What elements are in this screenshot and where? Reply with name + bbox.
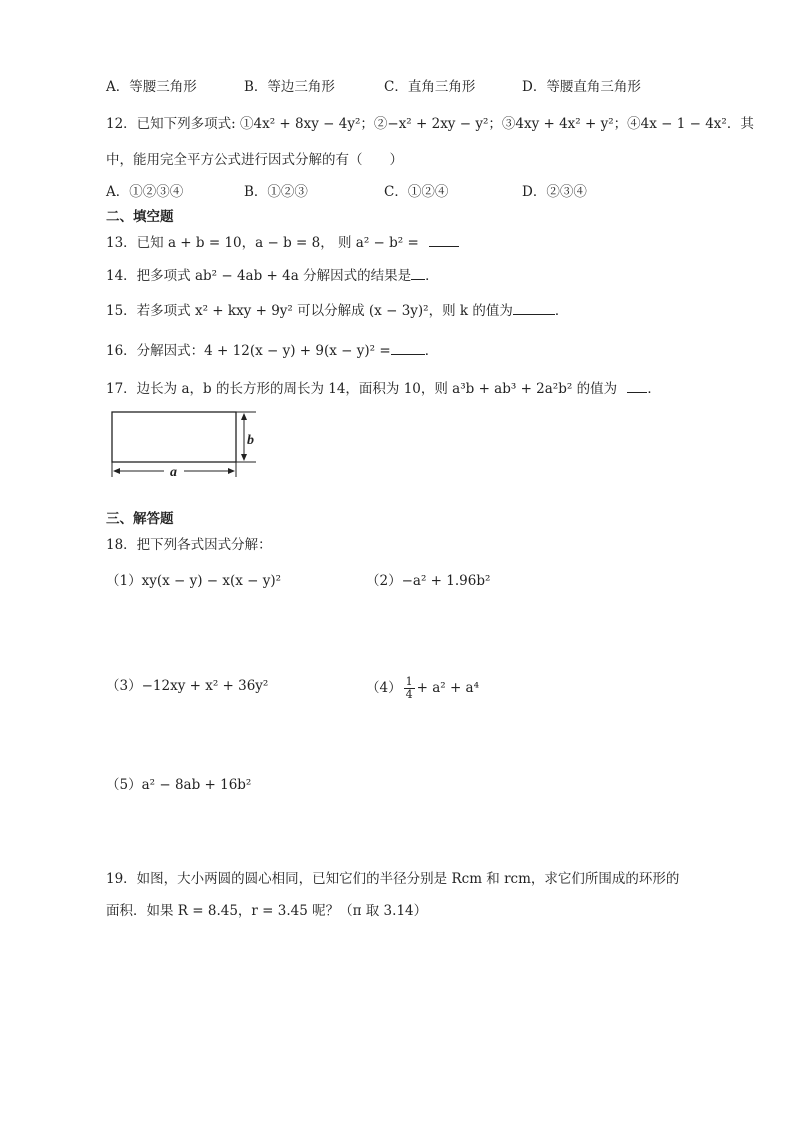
q18-part3: （3）−12xy + x² + 36y² xyxy=(106,678,269,694)
q13-answer-blank[interactable] xyxy=(429,234,459,247)
fraction-numerator: 1 xyxy=(405,675,413,688)
q17-text: 17．边长为 a，b 的长方形的周长为 14，面积为 10，则 a³b + ab³ + 2a²b² 的值为 xyxy=(106,381,618,397)
q11-option-a: A．等腰三角形 xyxy=(106,79,197,95)
q18-part4 xyxy=(366,676,479,701)
q16-end: ． xyxy=(424,343,439,359)
q12-option-a: A．①②③④ xyxy=(106,184,184,200)
q15-answer-blank[interactable] xyxy=(513,302,555,315)
q14-end: ． xyxy=(425,268,439,284)
q11-option-b: B．等边三角形 xyxy=(244,79,335,95)
q17-answer-blank[interactable] xyxy=(627,380,647,393)
q14-text: 14．把多项式 ab² − 4ab + 4a 分解因式的结果是 xyxy=(106,268,412,284)
q12-option-d: D．②③④ xyxy=(522,184,587,200)
q12-option-c: C．①②④ xyxy=(384,184,449,200)
q16 xyxy=(106,341,438,361)
q18-title: 18．把下列各式因式分解： xyxy=(106,537,272,553)
q14-answer-blank[interactable] xyxy=(411,267,425,280)
q16-answer-blank[interactable] xyxy=(391,342,425,355)
q18-part4-rest: + a² + a⁴ xyxy=(416,680,480,696)
q16-text: 16．分解因式：4 + 12(x − y) + 9(x − y)² = xyxy=(106,343,391,359)
b-arrow-down-icon xyxy=(241,454,247,461)
a-arrow-left-icon xyxy=(113,468,120,474)
q18-part2: （2）−a² + 1.96b² xyxy=(366,573,491,589)
q18-part1: （1）xy(x − y) − x(x − y)² xyxy=(106,573,282,589)
q18-part5: （5）a² − 8ab + 16b² xyxy=(106,777,252,793)
section-heading-fill-blank: 二、填空题 xyxy=(106,209,174,225)
q15 xyxy=(106,301,568,321)
fraction-one-quarter xyxy=(404,676,415,701)
q14 xyxy=(106,266,439,286)
rectangle-shape xyxy=(112,412,236,462)
q11-option-c: C．直角三角形 xyxy=(384,79,476,95)
q17 xyxy=(106,379,661,399)
q15-text: 15．若多项式 x² + kxy + 9y² 可以分解成 (x − 3y)²，则 k 的值为 xyxy=(106,303,513,319)
label-b: b xyxy=(247,433,254,448)
q18-part4-label: （4） xyxy=(366,680,402,696)
q19-line1: 19．如图，大小两圆的圆心相同，已知它们的半径分别是 Rcm 和 rcm，求它们所围成的环形的 xyxy=(106,871,680,887)
a-arrow-right-icon xyxy=(228,468,235,474)
label-a: a xyxy=(170,465,177,480)
q12-option-b: B．①②③ xyxy=(244,184,308,200)
q12-stem-line1: 12．已知下列多项式: ①4x² + 8xy − 4y²；②−x² + 2xy − y²；③4xy + 4x² + y²；④4x − 1 − 4x²．其 xyxy=(106,116,754,132)
rectangle-diagram xyxy=(108,409,268,481)
q11-option-d: D．等腰直角三角形 xyxy=(522,79,641,95)
q19-line2: 面积．如果 R = 8.45，r = 3.45 呢？（π 取 3.14） xyxy=(106,903,428,919)
fraction-denominator: 4 xyxy=(405,688,413,701)
q17-end: ． xyxy=(647,381,661,397)
q13-text: 13．已知 a + b = 10，a − b = 8， 则 a² − b² = xyxy=(106,235,419,251)
q15-end: ． xyxy=(554,303,569,319)
b-arrow-up-icon xyxy=(241,413,247,420)
q12-stem-line2: 中，能用完全平方公式进行因式分解的有（ ） xyxy=(106,152,403,168)
section-heading-solve: 三、解答题 xyxy=(106,511,174,527)
q13 xyxy=(106,233,459,253)
